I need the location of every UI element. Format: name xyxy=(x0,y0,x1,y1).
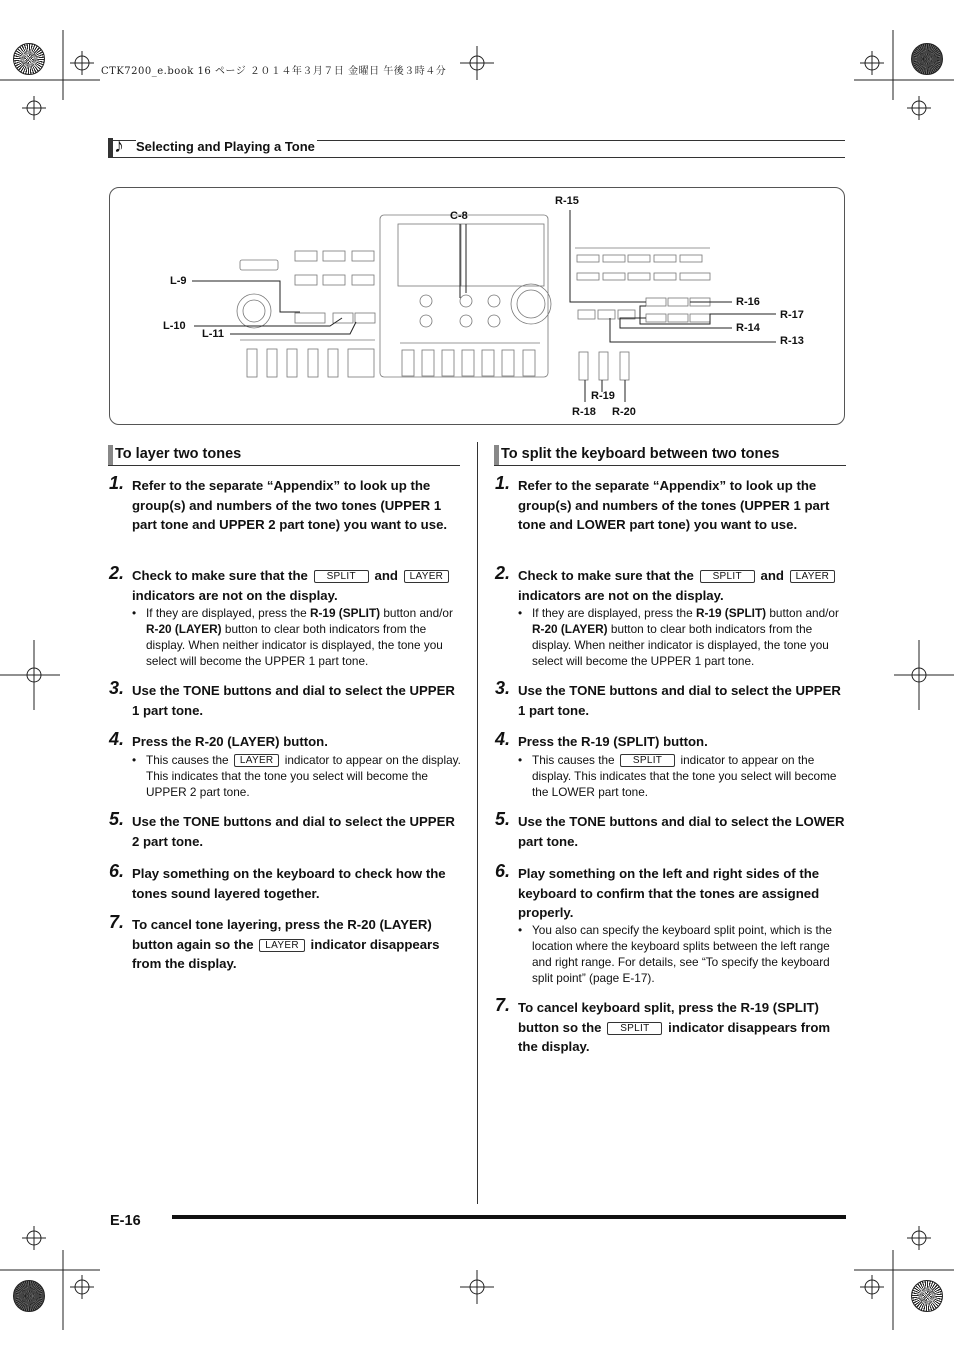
layer-indicator: LAYER xyxy=(259,939,305,952)
callout-r16: R-16 xyxy=(736,296,760,308)
callout-l9: L-9 xyxy=(170,275,187,287)
console-diagram xyxy=(109,187,845,425)
layer-indicator: LAYER xyxy=(234,754,280,767)
layer-indicator: LAYER xyxy=(790,570,836,583)
split-indicator: SPLIT xyxy=(620,754,675,767)
callout-l11: L-11 xyxy=(202,328,225,340)
callout-r13: R-13 xyxy=(780,335,804,347)
callout-r18: R-18 xyxy=(572,406,596,418)
console-drawing xyxy=(110,188,844,424)
print-header: CTK7200_e.book 16 ページ ２０１４年３月７日 金曜日 午後３時４分 xyxy=(101,66,447,77)
section-header xyxy=(108,135,845,158)
left-column-heading: To layer two tones xyxy=(108,445,460,466)
split-indicator: SPLIT xyxy=(314,570,369,583)
split-indicator: SPLIT xyxy=(607,1022,662,1035)
column-divider xyxy=(477,442,478,1204)
callout-r19: R-19 xyxy=(591,390,615,402)
callout-r17: R-17 xyxy=(780,309,804,321)
section-title: Selecting and Playing a Tone xyxy=(136,139,315,154)
callout-r14: R-14 xyxy=(736,322,760,334)
callout-r15: R-15 xyxy=(555,195,579,207)
callout-r20: R-20 xyxy=(612,406,636,418)
callout-c8: C-8 xyxy=(450,210,468,222)
split-indicator: SPLIT xyxy=(700,570,755,583)
layer-indicator: LAYER xyxy=(404,570,450,583)
footer-rule xyxy=(172,1215,846,1219)
right-column-heading: To split the keyboard between two tones xyxy=(494,445,846,466)
callout-l10: L-10 xyxy=(163,320,186,332)
music-note-icon: ♪ xyxy=(114,135,124,157)
page-number: E-16 xyxy=(110,1213,141,1229)
